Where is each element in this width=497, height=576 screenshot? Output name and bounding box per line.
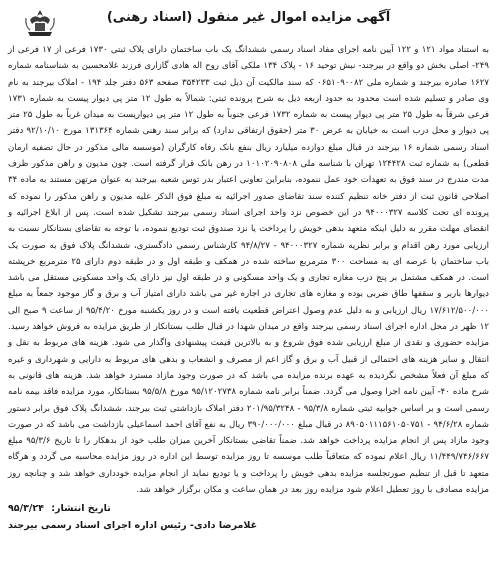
- notice-body-text: به استناد مواد ۱۲۱ و ۱۲۲ آیین نامه اجرای مفاد اسناد رسمی ششدانگ یک باب ساختمان دارای پلاک ثبتی ۱۷۳۰ فرعی از ۱۷ فرعی از ۲۴۹- اصلی بخش دو واقع در بیرجند- نبش توحید ۱۶ - پلاک ۱۳۴ ملکی آقای روح اله هادی گازاری فرزند غلامحسین به شناسنامه شماره ۱۶۲۷ صادره بیرجند و شماره ملی ۰۶۵۱۰۹۰۰۸۲ که سند مالکیت آن ذیل ثبت ۳۵۴۲۳۳ صفحه ۵۶۳ دفتر جلد ۱۹۴ - املاک بیرجند به نام وی صادر و تسلیم شده است محدود به حدود اربعه ذیل به شرح پرونده ثبتی: شمالاً به طول ۱۲ متر پی دیوار پیست به شماره ۱۷۳۱ فرعی شرقاً به طول ۲۵ متر پی دیوار پیست به شماره ۱۷۳۲ فرعی جنوباً به طول ۱۲ متر پی دیواریست به میدان غرباً به طول ۲۵ متر پی دیوار و محل درب است به خیابان به عرض ۳۰ متر (حقوق ارتفاقی ندارد) که برابر سند رهنی شماره ۱۳۱۳۶۴ مورخ ۹۲/۱۰/۱۰ دفتر اسناد رسمی شماره ۱۶ بیرجند در قبال مبلغ دوازده میلیارد ریال بنفع بانک رفاه کارگران (موسسه مالی مذکور در حال تصفیه ارمان قطعی) به شماره ثبت ۱۲۴۴۲۸ تهران با شناسه ملی ۱۰۱۰۲۰۹۰۸۰۸ در رهن بانک قرار گرفته است. چون مدیون و راهن مذکور ظرف مدت مندرج در سند فوق به تعهدات خود عمل ننموده، بنابراین تعاونی اعتبار بدر توس شعبه بیرجند به عنوان مرتهن مستند به ماده ۳۴ اصلاحی قانون ثبت از دفتر خانه تنظیم کننده سند تقاضای صدور اجرائیه به مبلغ فوق الذکر علیه مدیون و راهن مذکور را نموده که پرونده ای تحت کلاسه ۹۴۰۰۰۳۲۷ در این خصوص نزد واحد اجرای اسناد رسمی بیرجند تشکیل شده است. پس از ابلاغ اجرائیه و انقضای مهلت مقرر به دلیل اینکه متعهد بدهی خویش را پرداخت یا نزد صندوق ثبت تودیع ننموده، با توجه به تقاضای بستانکار نسبت به ارزیابی مورد رهن اقدام و برابر نظریه شماره ۹۴۰۰۰۳۲۷ - ۹۴/۸/۲۷ کارشناس رسمی دادگستری، ششدانگ پلاک فوق به صورت یک باب ساختمان با عرصه ای به مساحت ۳۰۰ مترمربع ساخته شده در همکف و طبقه اول و در طبقه دوم دارای ۲۵ مترمربع خرپشته است. در همکف مشتمل بر پنج درب مغازه تجاری و یک واحد مسکونی و در طبقه اول نیز دارای یک واحد مسکونی مستقل می باشد دیوارها باربر و سقفها طاق ضربی بوده و مغازه های تجاری در اجاره غیر می باشد دارای امتیاز آب و برق و گاز موجود جمعاً به مبلغ ۱۷/۶۱۲/۵۰۰/۰۰۰ ریال ارزیابی و به دلیل عدم وصول اعتراض قطعیت یافته است و در روز یکشنبه مورخ ۹۵/۴/۲۰ از ساعت ۹ صبح الی ۱۲ ظهر در محل اداره اجرای اسناد رسمی بیرجند واقع در میدان شهدا در قبال طلب بستانکار از طریق مزایده به فروش خواهد رسید. مزایده حضوری و نقدی از مبلغ ارزیابی شده فوق شروع و به بالاترین قیمت پیشنهادی واگذار می شود. هزینه های مربوط به نقل و انتقال و سایر هزینه های احتمالی از قبیل آب و برق و گاز اعم از مصرف و انشعاب و بدهی های مربوط به دارایی و شهرداری و غیره که مبلغ آن فعلاً مشخص نگردیده به عهده برنده مزایده می باشد که در صورت وجود مازاد مسترد خواهد شد. هزینه های قانونی به شرح ماده ۴۰- آیین نامه اجرا وصول می گردد. ضمناً برابر نامه شماره ۹۵/۱۲۰۲۷۳۸ مورخ ۹۵/۵/۸ بستانکار، مورد مزایده فاقد بیمه نامه رسمی است و بر اساس جوابیه ثبتی شماره ۹۵/۳/۸ - ۲۰۱/۹۵/۳۲۴۸ دفتر املاک بازداشتی ثبت بیرجند، ششدانگ پلاک فوق برابر دستور شماره ۹۴/۶/۲۸ - ۸۹۰۵۰۱۱۱۵۶۱۰۵۰۷۵۱ در قبال مبلغ ۳۹۰/۰۰۰/۰۰۰ ریال به نفع آقای احمد اسماعیلی بازداشت می باشد که در صورت وجود مازاد پس از انجام مزایده پرداخت خواهد شد. ضمناً تقاضی بستانکار آخرین میزان طلب خود از بدهکار را تا تاریخ ۹۵/۳/۶ مبلغ ۱۱/۴۴۹/۷۴۶/۶۶۷ ریال اعلام نموده که متعاقباً طلب موسسه تا روز مزایده توسط این اداره در روز مزایده محاسبه می گردد و هرگاه متعهد تا قبل از تنظیم صورتجلسه مزایده بدهی خویش را پرداخت و یا تودیع نماید از انجام مزایده خودداری خواهد شد و چنانچه روز مزایده مصادف با روز تعطیل اعلام شود مزایده روز بعد در همان ساعت و مکان برگزار خواهد شد.: [8, 45, 490, 496]
- notice-title: آگهی مزایده اموال غیر منقول (اسناد رهنی): [106, 10, 391, 25]
- notice-footer: [8, 500, 489, 534]
- notice-header: [8, 4, 489, 42]
- publish-date: ۹۵/۳/۲۴: [8, 503, 44, 515]
- publish-date-label: تاریخ انتشار:: [51, 503, 111, 515]
- publish-date-line: [8, 500, 489, 517]
- iran-judiciary-emblem-icon: [22, 8, 58, 38]
- signature: غلامرضا دادی- رئیس اداره اجرای اسناد رسمی بیرجند: [8, 520, 258, 532]
